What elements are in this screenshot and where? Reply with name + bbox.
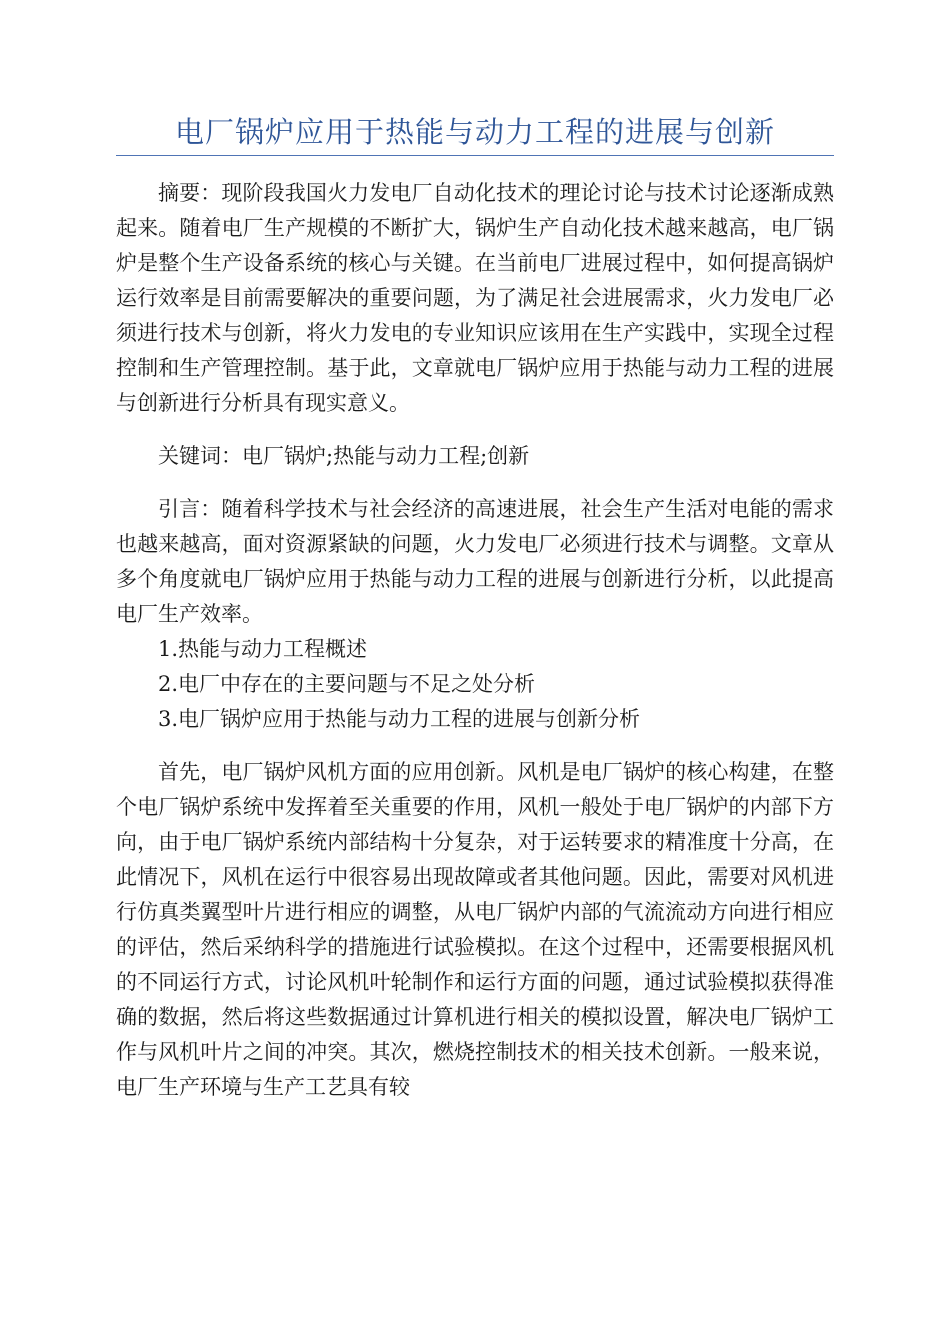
abstract-paragraph: 摘要：现阶段我国火力发电厂自动化技术的理论讨论与技术讨论逐渐成熟起来。随着电厂生产规模的不断扩大，锅炉生产自动化技术越来越高，电厂锅炉是整个生产设备系统的核心与关键。在当前电厂进展过程中，如何提高锅炉运行效率是目前需要解决的重要问题，为了满足社会进展需求，火力发电厂必须进行技术与创新，将火力发电的专业知识应该用在生产实践中，实现全过程控制和生产管理控制。基于此，文章就电厂锅炉应用于热能与动力工程的进展与创新进行分析具有现实意义。 <box>116 181 834 415</box>
section-heading-2: 2.电厂中存在的主要问题与不足之处分析 <box>158 672 536 696</box>
section-heading-1: 1.热能与动力工程概述 <box>158 637 368 661</box>
title-underline <box>116 155 834 156</box>
section-heading-3: 3.电厂锅炉应用于热能与动力工程的进展与创新分析 <box>158 707 641 731</box>
body-paragraph: 首先，电厂锅炉风机方面的应用创新。风机是电厂锅炉的核心构建，在整个电厂锅炉系统中发挥着至关重要的作用，风机一般处于电厂锅炉的内部下方向，由于电厂锅炉系统内部结构十分复杂，对于运转要求的精准度十分高，在此情况下，风机在运行中很容易出现故障或者其他问题。因此，需要对风机进行仿真类翼型叶片进行相应的调整，从电厂锅炉内部的气流流动方向进行相应的评估，然后采纳科学的措施进行试验模拟。在这个过程中，还需要根据风机的不同运行方式，讨论风机叶轮制作和运行方面的问题，通过试验模拟获得准确的数据，然后将这些数据通过计算机进行相关的模拟设置，解决电厂锅炉工作与风机叶片之间的冲突。其次，燃烧控制技术的相关技术创新。一般来说，电厂生产环境与生产工艺具有较 <box>116 760 834 1099</box>
document-body <box>116 176 834 1105</box>
document-title: 电厂锅炉应用于热能与动力工程的进展与创新 <box>174 115 775 149</box>
keywords-paragraph: 关键词：电厂锅炉;热能与动力工程;创新 <box>158 444 530 468</box>
intro-paragraph: 引言：随着科学技术与社会经济的高速进展，社会生产生活对电能的需求也越来越高，面对资源紧缺的问题，火力发电厂必须进行技术与调整。文章从多个角度就电厂锅炉应用于热能与动力工程的进展与创新进行分析，以此提高电厂生产效率。 <box>116 497 834 626</box>
